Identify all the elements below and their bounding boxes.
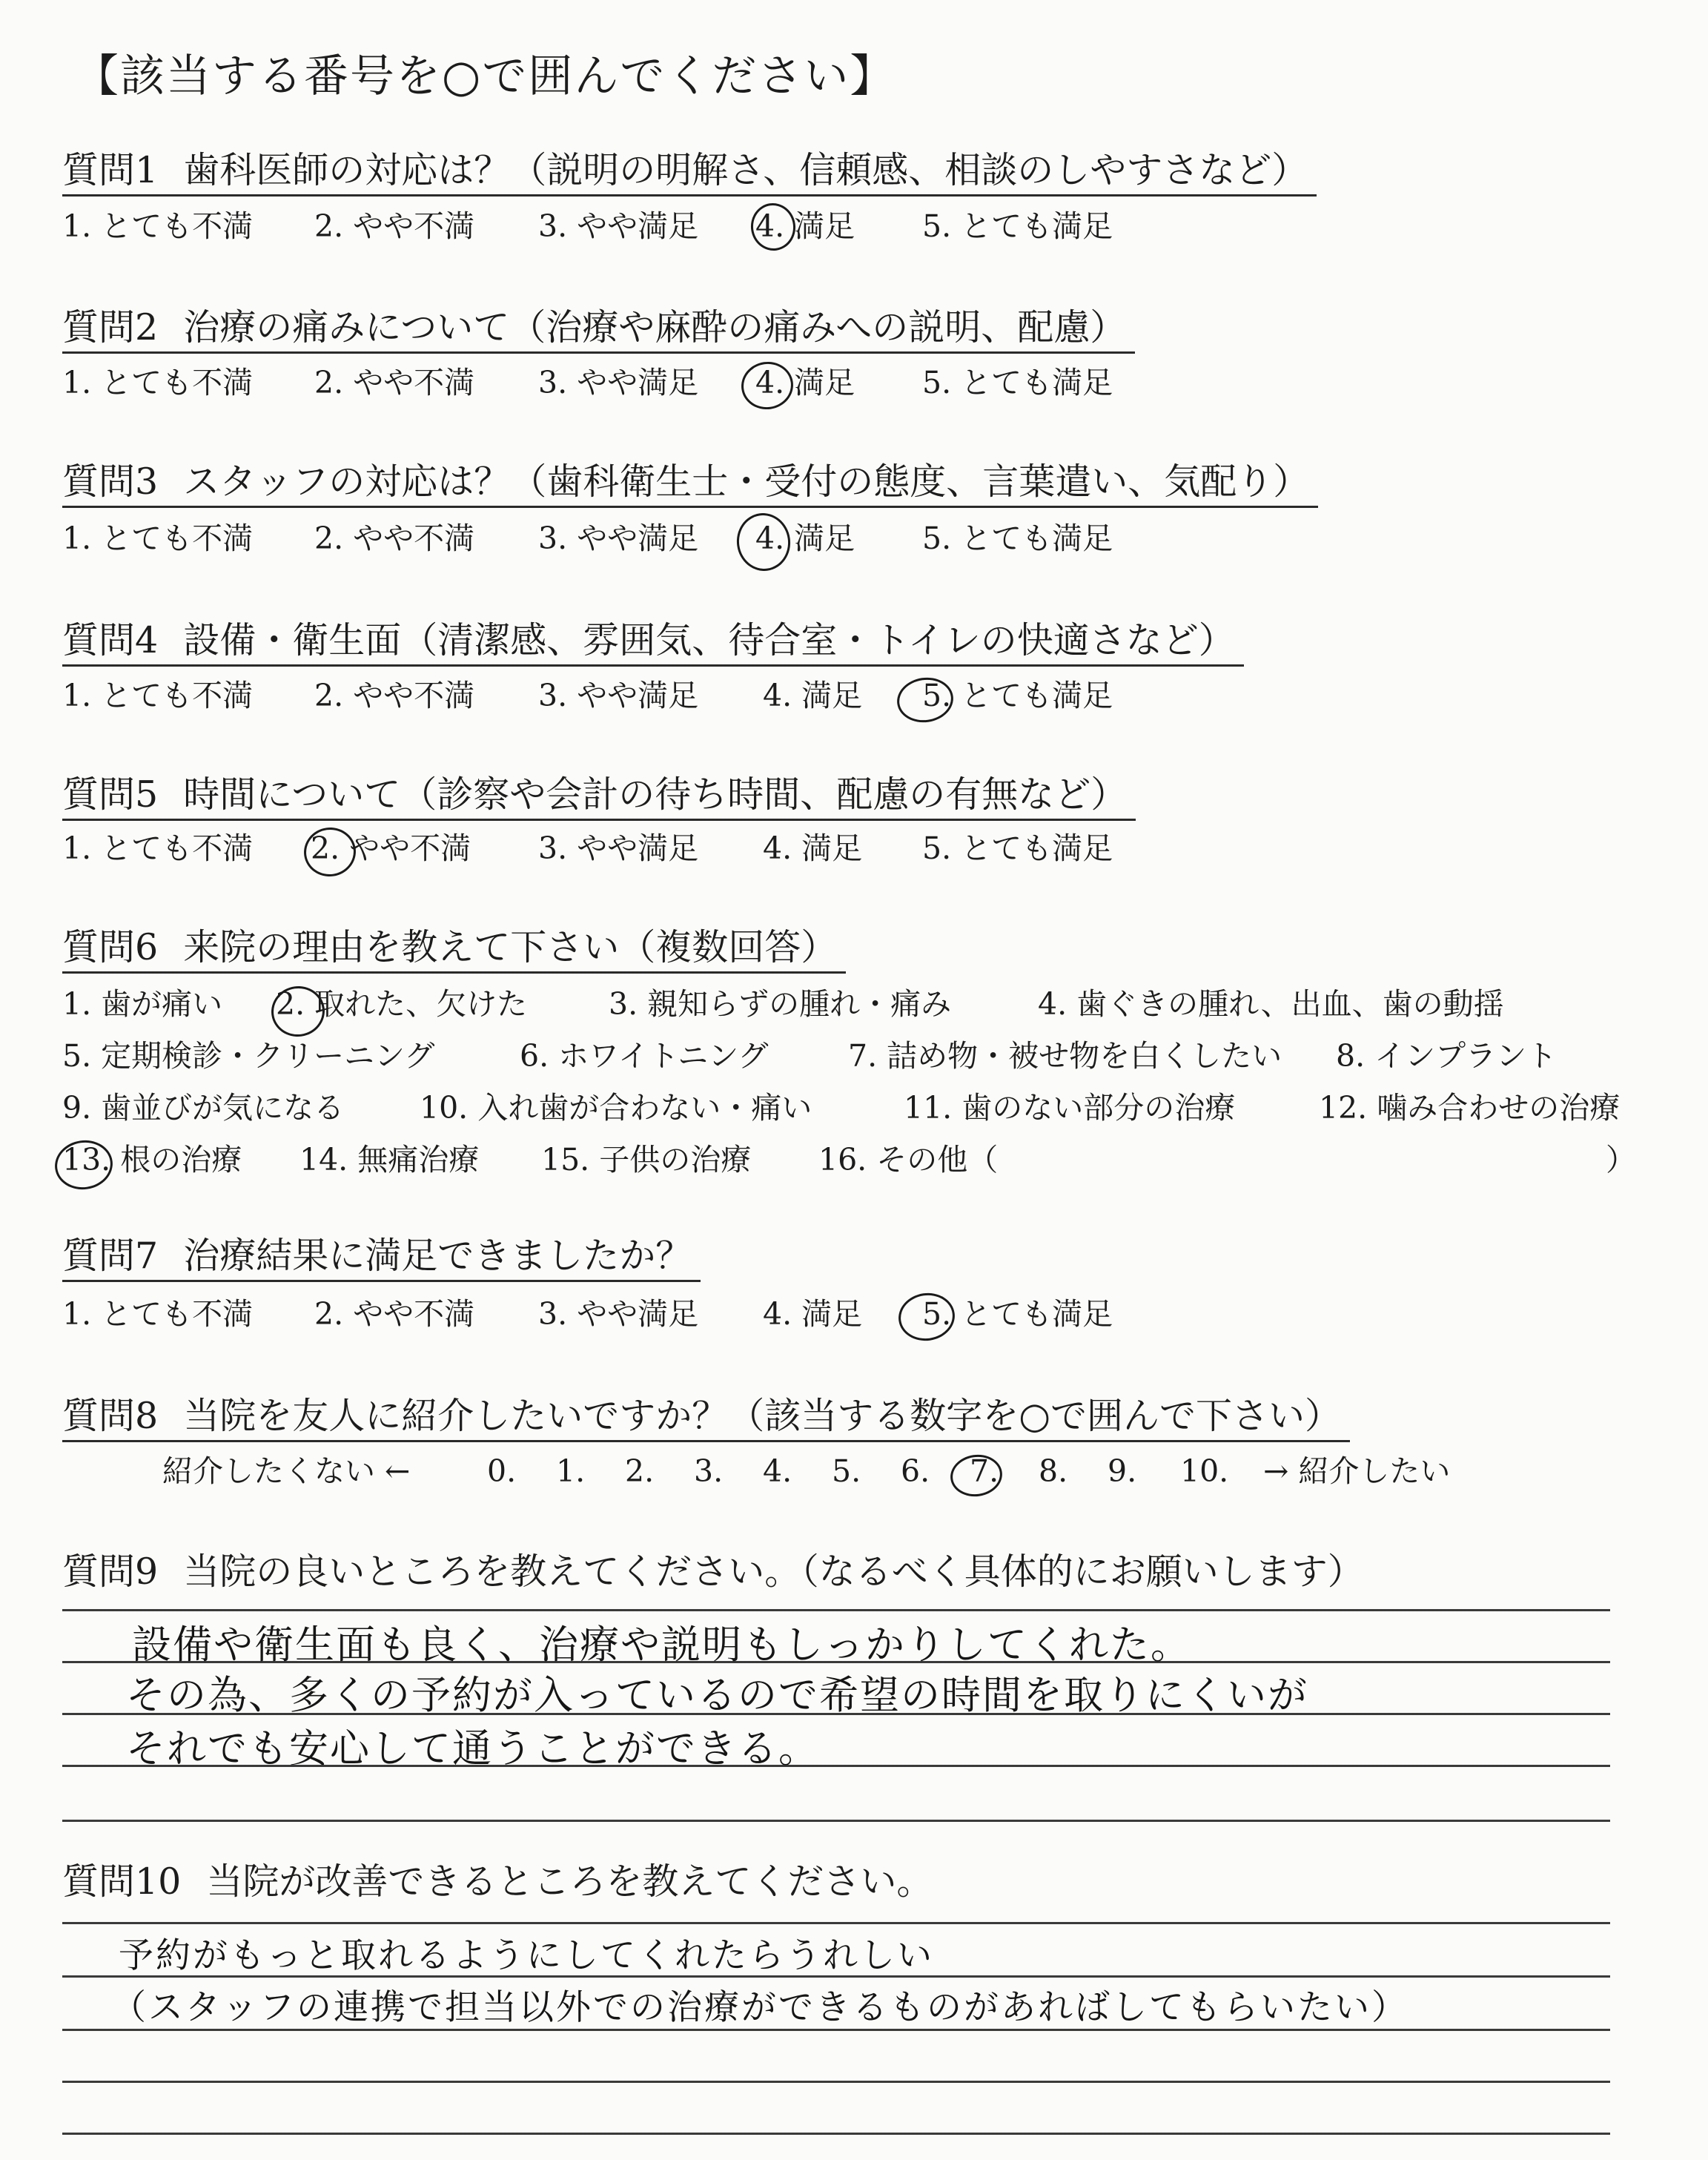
q10-answer-line xyxy=(62,2081,1610,2083)
question-6-heading xyxy=(62,924,846,974)
page-title: 【該当する番号を○で囲んでください】 xyxy=(74,50,896,102)
q3-option-1[interactable]: 1. とても不満 xyxy=(62,521,254,556)
q9-answer-text-3[interactable]: それでも安心して通うことができる。 xyxy=(126,1726,819,1771)
q5-option-4[interactable]: 4. 満足 xyxy=(763,830,863,866)
q6-option-2[interactable]: 2. 取れた、欠けた xyxy=(276,986,528,1022)
question-9-label: 質問9 xyxy=(62,1550,159,1593)
q6-option-14[interactable]: 14. 無痛治療 xyxy=(299,1142,480,1178)
q8-option-2[interactable]: 2. xyxy=(625,1453,655,1489)
q6-option-4[interactable]: 4. 歯ぐきの腫れ、出血、歯の動揺 xyxy=(1038,986,1504,1022)
q10-answer-line xyxy=(62,2133,1610,2135)
q6-option-11[interactable]: 11. 歯のない部分の治療 xyxy=(904,1090,1236,1126)
q6-option-9[interactable]: 9. 歯並びが気になる xyxy=(62,1090,345,1126)
q8-option-3[interactable]: 3. xyxy=(694,1453,724,1489)
q8-option-5[interactable]: 5. xyxy=(832,1453,861,1489)
q6-row-4 xyxy=(62,1139,1636,1180)
q3-option-2[interactable]: 2. やや不満 xyxy=(314,521,475,556)
q6-row-2 xyxy=(62,1035,1619,1077)
q7-option-3[interactable]: 3. やや満足 xyxy=(538,1296,699,1332)
q2-option-3[interactable]: 3. やや満足 xyxy=(538,365,699,400)
q8-option-6[interactable]: 6. xyxy=(901,1453,930,1489)
q6-option-16[interactable]: 16. その他（ xyxy=(818,1142,999,1178)
q6-row-1 xyxy=(62,983,1619,1025)
question-1-text: 歯科医師の対応は？（説明の明解さ、信頼感、相談のしやすさなど） xyxy=(183,149,1308,191)
q2-option-5[interactable]: 5. とても満足 xyxy=(922,365,1113,400)
q1-option-3[interactable]: 3. やや満足 xyxy=(538,208,699,244)
q9-answer-text-2[interactable]: その為、多くの予約が入っているので希望の時間を取りにくいが xyxy=(126,1673,1308,1718)
question-1-label: 質問1 xyxy=(62,149,159,191)
question-4-label: 質問4 xyxy=(62,619,159,661)
q5-option-5[interactable]: 5. とても満足 xyxy=(922,830,1113,866)
question-2-text: 治療の痛みについて（治療や麻酔の痛みへの説明、配慮） xyxy=(183,306,1127,349)
question-4-heading xyxy=(62,617,1244,667)
q8-option-8[interactable]: 8. xyxy=(1039,1453,1068,1489)
q10-answer-text-2[interactable]: （スタッフの連携で担当以外での治療ができるものがあればしてもらいたい） xyxy=(111,1987,1409,2028)
q10-answer-text-1[interactable]: 予約がもっと取れるようにしてくれたらうれしい xyxy=(119,1935,934,1976)
q5-option-1[interactable]: 1. とても不満 xyxy=(62,830,254,866)
question-2-label: 質問2 xyxy=(62,306,159,349)
question-7-text: 治療結果に満足できましたか？ xyxy=(183,1235,692,1277)
question-7-heading xyxy=(62,1232,701,1282)
question-10-heading xyxy=(62,1858,941,1906)
q2-option-2[interactable]: 2. やや不満 xyxy=(314,365,475,400)
question-3-text: スタッフの対応は？（歯科衛生士・受付の態度、言葉遣い、気配り） xyxy=(183,460,1310,503)
q7-option-4[interactable]: 4. 満足 xyxy=(763,1296,863,1332)
question-6-label: 質問6 xyxy=(62,926,159,968)
q9-answer-text-1[interactable]: 設備や衛生面も良く、治療や説明もしっかりしてくれた。 xyxy=(132,1622,1191,1668)
q7-option-1[interactable]: 1. とても不満 xyxy=(62,1296,254,1332)
q6-option-5[interactable]: 5. 定期検診・クリーニング xyxy=(62,1038,435,1074)
question-8-scale xyxy=(62,1450,1619,1492)
q3-option-5[interactable]: 5. とても満足 xyxy=(922,521,1113,556)
question-1-options xyxy=(62,205,1248,247)
q6-option-1[interactable]: 1. 歯が痛い xyxy=(62,986,223,1022)
question-3-options xyxy=(62,518,1248,559)
q6-option-15[interactable]: 15. 子供の治療 xyxy=(541,1142,752,1178)
q8-option-1[interactable]: 1. xyxy=(556,1453,586,1489)
q10-answer-line xyxy=(62,1922,1610,1924)
q9-answer-line xyxy=(62,1609,1610,1611)
question-5-label: 質問5 xyxy=(62,773,159,816)
question-4-text: 設備・衛生面（清潔感、雰囲気、待合室・トイレの快適さなど） xyxy=(183,619,1235,661)
q8-option-0[interactable]: 0. xyxy=(487,1453,517,1489)
q6-option-12[interactable]: 12. 噛み合わせの治療 xyxy=(1319,1090,1621,1126)
question-2-options xyxy=(62,362,1248,403)
question-1-heading xyxy=(62,147,1317,196)
question-7-options xyxy=(62,1293,1248,1335)
question-5-options xyxy=(62,828,1248,869)
q7-option-5[interactable]: 5. とても満足 xyxy=(922,1296,1113,1332)
q3-option-4[interactable]: 4. 満足 xyxy=(755,521,855,556)
question-10-label: 質問10 xyxy=(62,1860,182,1903)
q6-option-3[interactable]: 3. 親知らずの腫れ・痛み xyxy=(609,986,952,1022)
q4-option-2[interactable]: 2. やや不満 xyxy=(314,678,475,713)
question-7-label: 質問7 xyxy=(62,1235,159,1277)
q6-option-8[interactable]: 8. インプラント xyxy=(1336,1038,1558,1074)
q8-option-4[interactable]: 4. xyxy=(763,1453,792,1489)
q9-answer-line xyxy=(62,1820,1610,1822)
question-8-heading xyxy=(62,1393,1350,1442)
question-9-text: 当院の良いところを教えてください。（なるべく具体的にお願いします） xyxy=(183,1550,1364,1593)
q4-option-4[interactable]: 4. 満足 xyxy=(763,678,863,713)
q5-option-3[interactable]: 3. やや満足 xyxy=(538,830,699,866)
question-4-options xyxy=(62,675,1248,716)
q5-option-2[interactable]: 2. やや不満 xyxy=(311,830,471,866)
question-6-text: 来院の理由を教えて下さい（複数回答） xyxy=(183,926,838,968)
q8-scale-right-label: → 紹介したい xyxy=(1263,1453,1451,1489)
q4-option-1[interactable]: 1. とても不満 xyxy=(62,678,254,713)
question-8-label: 質問8 xyxy=(62,1395,159,1437)
question-5-heading xyxy=(62,771,1136,821)
q6-row-3 xyxy=(62,1087,1664,1129)
question-5-text: 時間について（診察や会計の待ち時間、配慮の有無など） xyxy=(183,773,1128,816)
q7-option-2[interactable]: 2. やや不満 xyxy=(314,1296,475,1332)
q4-option-3[interactable]: 3. やや満足 xyxy=(538,678,699,713)
question-3-label: 質問3 xyxy=(62,460,159,503)
q6-option-7[interactable]: 7. 詰め物・被せ物を白くしたい xyxy=(848,1038,1282,1074)
q4-option-5[interactable]: 5. とても満足 xyxy=(922,678,1113,713)
q6-option-13[interactable]: 13. 根の治療 xyxy=(62,1142,242,1178)
q1-option-4[interactable]: 4. 満足 xyxy=(755,208,855,244)
q2-option-4[interactable]: 4. 満足 xyxy=(755,365,855,400)
q6-option-6[interactable]: 6. ホワイトニング xyxy=(520,1038,769,1074)
q6-other-close: ） xyxy=(1606,1142,1636,1178)
question-8-text: 当院を友人に紹介したいですか？（該当する数字を○で囲んで下さい） xyxy=(183,1395,1341,1437)
question-3-heading xyxy=(62,458,1318,508)
q8-option-10[interactable]: 10. xyxy=(1180,1453,1229,1489)
q1-option-5[interactable]: 5. とても満足 xyxy=(922,208,1113,244)
q8-option-9[interactable]: 9. xyxy=(1108,1453,1137,1489)
q6-option-10[interactable]: 10. 入れ歯が合わない・痛い xyxy=(420,1090,812,1126)
question-9-heading xyxy=(62,1548,1373,1596)
q8-option-7[interactable]: 7. xyxy=(970,1453,999,1489)
question-2-heading xyxy=(62,304,1135,354)
q1-option-1[interactable]: 1. とても不満 xyxy=(62,208,254,244)
q3-option-3[interactable]: 3. やや満足 xyxy=(538,521,699,556)
q8-scale-left-label: 紹介したくない ← xyxy=(162,1453,411,1489)
q1-option-2[interactable]: 2. やや不満 xyxy=(314,208,475,244)
q2-option-1[interactable]: 1. とても不満 xyxy=(62,365,254,400)
question-10-text: 当院が改善できるところを教えてください。 xyxy=(206,1860,933,1903)
